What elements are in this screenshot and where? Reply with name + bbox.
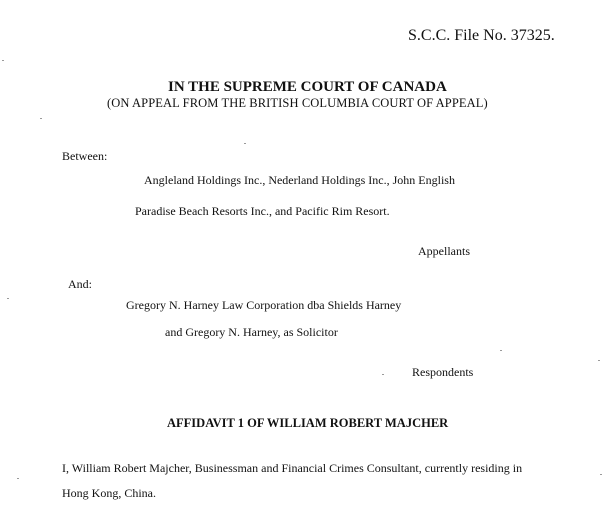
affidavit-body-line-2: Hong Kong, China. [62, 486, 156, 500]
scan-speck [244, 143, 246, 144]
respondents-line-2: and Gregory N. Harney, as Solicitor [165, 325, 338, 339]
scan-speck [40, 118, 42, 119]
scan-speck [500, 350, 502, 351]
appellants-line-2: Paradise Beach Resorts Inc., and Pacific Rim Resort. [135, 204, 390, 218]
appeal-subtitle: (ON APPEAL FROM THE BRITISH COLUMBIA COURT OF APPEAL) [107, 96, 488, 110]
scan-speck [17, 478, 19, 479]
file-number: S.C.C. File No. 37325. [408, 27, 555, 44]
and-label: And: [68, 277, 92, 291]
scan-speck [600, 474, 602, 475]
affidavit-title: AFFIDAVIT 1 OF WILLIAM ROBERT MAJCHER [167, 416, 449, 430]
court-title: IN THE SUPREME COURT OF CANADA [168, 79, 447, 95]
scan-speck [7, 298, 9, 299]
scan-speck [2, 60, 4, 61]
respondents-label: Respondents [412, 365, 474, 379]
respondents-line-1: Gregory N. Harney Law Corporation dba Shields Harney [126, 298, 402, 312]
scan-speck [382, 374, 384, 375]
between-label: Between: [62, 149, 108, 163]
appellants-label: Appellants [418, 244, 470, 258]
scan-speck [598, 360, 600, 361]
appellants-line-1: Angleland Holdings Inc., Nederland Holdings Inc., John English [144, 173, 455, 187]
affidavit-body-line-1: I, William Robert Majcher, Businessman and Financial Crimes Consultant, currently residing in [62, 461, 523, 475]
